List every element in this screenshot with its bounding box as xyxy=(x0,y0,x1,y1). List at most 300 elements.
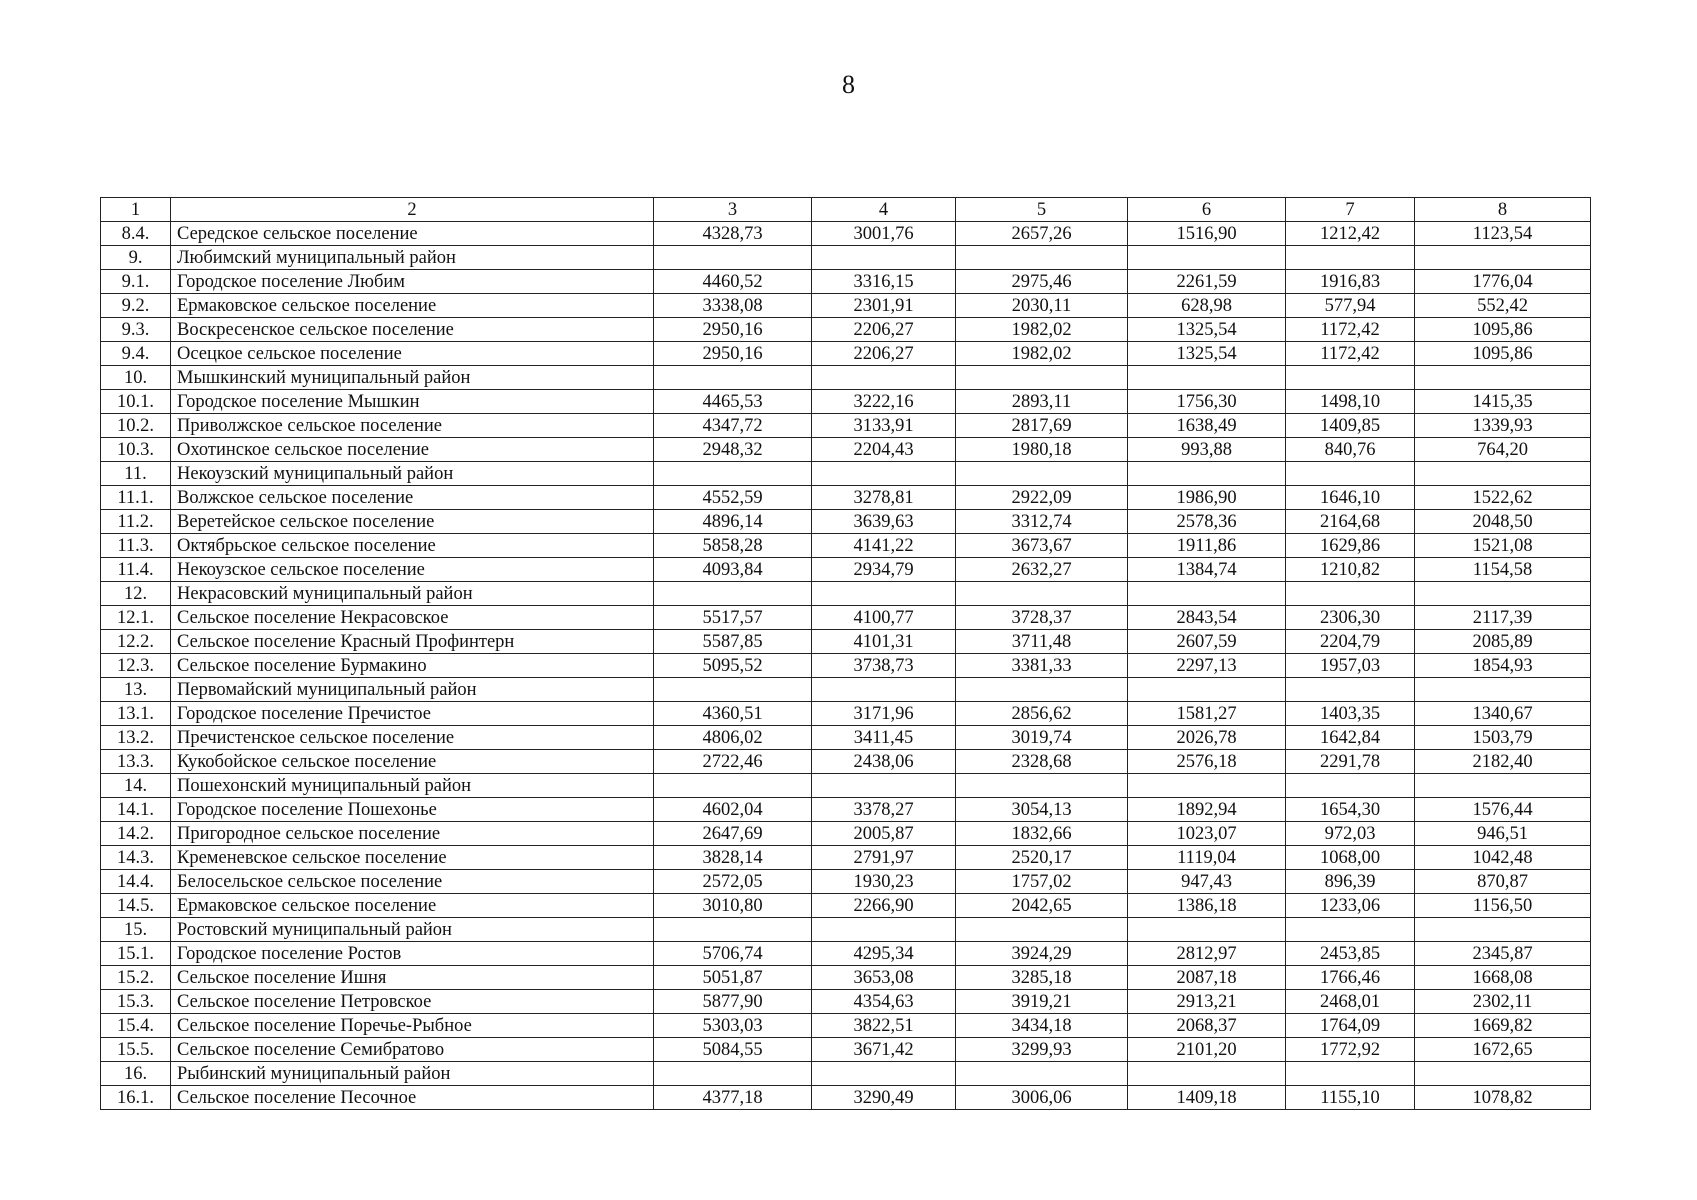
header-cell-1: 1 xyxy=(101,198,171,222)
value-col-3 xyxy=(654,246,812,270)
value-col-3: 4896,14 xyxy=(654,510,812,534)
value-col-4 xyxy=(812,366,956,390)
value-col-3: 4552,59 xyxy=(654,486,812,510)
value-col-7 xyxy=(1286,918,1415,942)
header-cell-8: 8 xyxy=(1415,198,1591,222)
value-col-7: 1916,83 xyxy=(1286,270,1415,294)
value-col-3: 4460,52 xyxy=(654,270,812,294)
row-number: 15.3. xyxy=(101,990,171,1014)
value-col-7 xyxy=(1286,246,1415,270)
row-number: 14.2. xyxy=(101,822,171,846)
value-col-6: 947,43 xyxy=(1128,870,1286,894)
value-col-7 xyxy=(1286,678,1415,702)
table-row xyxy=(101,870,1591,894)
value-col-3: 4360,51 xyxy=(654,702,812,726)
table-row xyxy=(101,990,1591,1014)
value-col-5: 1982,02 xyxy=(956,342,1128,366)
row-number: 12.2. xyxy=(101,630,171,654)
value-col-7 xyxy=(1286,774,1415,798)
settlement-name: Ростовский муниципальный район xyxy=(171,918,654,942)
value-col-5: 3728,37 xyxy=(956,606,1128,630)
value-col-5: 3006,06 xyxy=(956,1086,1128,1110)
value-col-7: 896,39 xyxy=(1286,870,1415,894)
value-col-7: 1642,84 xyxy=(1286,726,1415,750)
table-row xyxy=(101,510,1591,534)
settlement-name: Рыбинский муниципальный район xyxy=(171,1062,654,1086)
settlement-name: Любимский муниципальный район xyxy=(171,246,654,270)
row-number: 15.1. xyxy=(101,942,171,966)
value-col-5: 1982,02 xyxy=(956,318,1128,342)
table-row xyxy=(101,702,1591,726)
settlement-name: Городское поселение Любим xyxy=(171,270,654,294)
settlement-name: Сельское поселение Ишня xyxy=(171,966,654,990)
value-col-5: 1832,66 xyxy=(956,822,1128,846)
value-col-8: 2117,39 xyxy=(1415,606,1591,630)
value-col-8: 1669,82 xyxy=(1415,1014,1591,1038)
value-col-5: 3299,93 xyxy=(956,1038,1128,1062)
table-row xyxy=(101,1038,1591,1062)
value-col-5: 2975,46 xyxy=(956,270,1128,294)
value-col-6: 1911,86 xyxy=(1128,534,1286,558)
value-col-4: 3671,42 xyxy=(812,1038,956,1062)
row-number: 9.1. xyxy=(101,270,171,294)
value-col-6: 2087,18 xyxy=(1128,966,1286,990)
value-col-4: 2266,90 xyxy=(812,894,956,918)
settlement-name: Городское поселение Пошехонье xyxy=(171,798,654,822)
value-col-8: 1668,08 xyxy=(1415,966,1591,990)
value-col-5: 2030,11 xyxy=(956,294,1128,318)
value-col-8: 946,51 xyxy=(1415,822,1591,846)
value-col-8: 1339,93 xyxy=(1415,414,1591,438)
row-number: 9.3. xyxy=(101,318,171,342)
table-row xyxy=(101,774,1591,798)
row-number: 14.4. xyxy=(101,870,171,894)
value-col-3: 4806,02 xyxy=(654,726,812,750)
value-col-3: 2950,16 xyxy=(654,342,812,366)
value-col-6: 1325,54 xyxy=(1128,318,1286,342)
row-number: 14.5. xyxy=(101,894,171,918)
settlement-name: Веретейское сельское поселение xyxy=(171,510,654,534)
settlement-name: Приволжское сельское поселение xyxy=(171,414,654,438)
value-col-7: 2204,79 xyxy=(1286,630,1415,654)
value-col-5 xyxy=(956,774,1128,798)
value-col-4 xyxy=(812,678,956,702)
value-col-4: 3822,51 xyxy=(812,1014,956,1038)
table-row xyxy=(101,822,1591,846)
table-row xyxy=(101,918,1591,942)
value-col-6 xyxy=(1128,366,1286,390)
value-col-7 xyxy=(1286,582,1415,606)
value-col-5: 3054,13 xyxy=(956,798,1128,822)
value-col-8: 1415,35 xyxy=(1415,390,1591,414)
row-number: 10.2. xyxy=(101,414,171,438)
value-col-8: 1776,04 xyxy=(1415,270,1591,294)
value-col-7: 1772,92 xyxy=(1286,1038,1415,1062)
value-col-5: 2922,09 xyxy=(956,486,1128,510)
table-row xyxy=(101,1086,1591,1110)
value-col-5: 2856,62 xyxy=(956,702,1128,726)
value-col-4: 3133,91 xyxy=(812,414,956,438)
value-col-3 xyxy=(654,918,812,942)
value-col-3: 2950,16 xyxy=(654,318,812,342)
row-number: 15.5. xyxy=(101,1038,171,1062)
row-number: 15.4. xyxy=(101,1014,171,1038)
settlement-name: Сельское поселение Песочное xyxy=(171,1086,654,1110)
value-col-4: 3278,81 xyxy=(812,486,956,510)
value-col-4: 3653,08 xyxy=(812,966,956,990)
value-col-6: 993,88 xyxy=(1128,438,1286,462)
value-col-8 xyxy=(1415,918,1591,942)
settlement-name: Мышкинский муниципальный район xyxy=(171,366,654,390)
value-col-6 xyxy=(1128,678,1286,702)
row-number: 14.3. xyxy=(101,846,171,870)
value-col-7: 1409,85 xyxy=(1286,414,1415,438)
value-col-8: 1854,93 xyxy=(1415,654,1591,678)
value-col-6 xyxy=(1128,1062,1286,1086)
value-col-6: 2913,21 xyxy=(1128,990,1286,1014)
table-row xyxy=(101,654,1591,678)
row-number: 14. xyxy=(101,774,171,798)
row-number: 13. xyxy=(101,678,171,702)
table-row xyxy=(101,414,1591,438)
value-col-6: 628,98 xyxy=(1128,294,1286,318)
table-row xyxy=(101,1014,1591,1038)
value-col-3: 3828,14 xyxy=(654,846,812,870)
row-number: 10.1. xyxy=(101,390,171,414)
value-col-4: 3001,76 xyxy=(812,222,956,246)
row-number: 9. xyxy=(101,246,171,270)
value-col-3 xyxy=(654,774,812,798)
value-col-4: 2791,97 xyxy=(812,846,956,870)
row-number: 15. xyxy=(101,918,171,942)
value-col-8: 552,42 xyxy=(1415,294,1591,318)
value-col-6: 2297,13 xyxy=(1128,654,1286,678)
value-col-3 xyxy=(654,678,812,702)
value-col-3: 4465,53 xyxy=(654,390,812,414)
settlement-name: Первомайский муниципальный район xyxy=(171,678,654,702)
value-col-7: 2453,85 xyxy=(1286,942,1415,966)
value-col-7: 1068,00 xyxy=(1286,846,1415,870)
page-number: 8 xyxy=(842,70,855,99)
value-col-8: 1522,62 xyxy=(1415,486,1591,510)
value-col-4: 3171,96 xyxy=(812,702,956,726)
table-row xyxy=(101,678,1591,702)
settlement-name: Городское поселение Пречистое xyxy=(171,702,654,726)
value-col-5 xyxy=(956,462,1128,486)
value-col-8 xyxy=(1415,462,1591,486)
settlement-name: Сельское поселение Петровское xyxy=(171,990,654,1014)
table-row xyxy=(101,486,1591,510)
value-col-8: 1095,86 xyxy=(1415,318,1591,342)
value-col-6 xyxy=(1128,582,1286,606)
table-row xyxy=(101,846,1591,870)
value-col-5: 1757,02 xyxy=(956,870,1128,894)
table-row xyxy=(101,582,1591,606)
row-number: 10. xyxy=(101,366,171,390)
value-col-3: 4602,04 xyxy=(654,798,812,822)
settlement-name: Ермаковское сельское поселение xyxy=(171,294,654,318)
value-col-6: 2101,20 xyxy=(1128,1038,1286,1062)
value-col-6: 1638,49 xyxy=(1128,414,1286,438)
table-row xyxy=(101,270,1591,294)
value-col-8: 1340,67 xyxy=(1415,702,1591,726)
table-body xyxy=(101,222,1591,1110)
value-col-8: 2302,11 xyxy=(1415,990,1591,1014)
settlement-name: Сельское поселение Некрасовское xyxy=(171,606,654,630)
value-col-3: 2647,69 xyxy=(654,822,812,846)
value-col-5: 3019,74 xyxy=(956,726,1128,750)
value-col-4 xyxy=(812,462,956,486)
settlement-name: Сельское поселение Поречье-Рыбное xyxy=(171,1014,654,1038)
value-col-5 xyxy=(956,1062,1128,1086)
row-number: 8.4. xyxy=(101,222,171,246)
value-col-4: 3222,16 xyxy=(812,390,956,414)
value-col-3 xyxy=(654,462,812,486)
value-col-5: 3381,33 xyxy=(956,654,1128,678)
value-col-7: 1764,09 xyxy=(1286,1014,1415,1038)
value-col-8: 1156,50 xyxy=(1415,894,1591,918)
value-col-4: 4100,77 xyxy=(812,606,956,630)
table-row xyxy=(101,726,1591,750)
table-row xyxy=(101,558,1591,582)
value-col-5 xyxy=(956,366,1128,390)
value-col-8: 1521,08 xyxy=(1415,534,1591,558)
row-number: 16.1. xyxy=(101,1086,171,1110)
value-col-5: 3312,74 xyxy=(956,510,1128,534)
row-number: 16. xyxy=(101,1062,171,1086)
settlement-name: Некоузский муниципальный район xyxy=(171,462,654,486)
value-col-6: 2812,97 xyxy=(1128,942,1286,966)
value-col-3 xyxy=(654,366,812,390)
value-col-4: 2206,27 xyxy=(812,342,956,366)
value-col-4: 3738,73 xyxy=(812,654,956,678)
row-number: 13.2. xyxy=(101,726,171,750)
settlement-name: Пригородное сельское поселение xyxy=(171,822,654,846)
value-col-6: 1581,27 xyxy=(1128,702,1286,726)
value-col-5: 3434,18 xyxy=(956,1014,1128,1038)
value-col-5: 2657,26 xyxy=(956,222,1128,246)
value-col-3 xyxy=(654,1062,812,1086)
value-col-8 xyxy=(1415,774,1591,798)
value-col-8 xyxy=(1415,582,1591,606)
value-col-5: 2893,11 xyxy=(956,390,1128,414)
table-row xyxy=(101,606,1591,630)
row-number: 13.3. xyxy=(101,750,171,774)
value-col-8: 2182,40 xyxy=(1415,750,1591,774)
value-col-5: 2328,68 xyxy=(956,750,1128,774)
value-col-5: 3919,21 xyxy=(956,990,1128,1014)
header-cell-2: 2 xyxy=(171,198,654,222)
settlement-name: Сельское поселение Красный Профинтерн xyxy=(171,630,654,654)
value-col-8: 2048,50 xyxy=(1415,510,1591,534)
table-row xyxy=(101,390,1591,414)
header-cell-4: 4 xyxy=(812,198,956,222)
value-col-8: 1154,58 xyxy=(1415,558,1591,582)
value-col-4: 3378,27 xyxy=(812,798,956,822)
value-col-7: 1646,10 xyxy=(1286,486,1415,510)
value-col-4: 4101,31 xyxy=(812,630,956,654)
value-col-4: 1930,23 xyxy=(812,870,956,894)
table-row xyxy=(101,222,1591,246)
settlement-name: Середское сельское поселение xyxy=(171,222,654,246)
value-col-3: 4347,72 xyxy=(654,414,812,438)
row-number: 11.4. xyxy=(101,558,171,582)
table-row xyxy=(101,342,1591,366)
value-col-6: 2607,59 xyxy=(1128,630,1286,654)
header-cell-5: 5 xyxy=(956,198,1128,222)
table-row xyxy=(101,318,1591,342)
row-number: 11.2. xyxy=(101,510,171,534)
value-col-7: 1957,03 xyxy=(1286,654,1415,678)
value-col-5: 3285,18 xyxy=(956,966,1128,990)
settlement-name: Осецкое сельское поселение xyxy=(171,342,654,366)
value-col-6: 2261,59 xyxy=(1128,270,1286,294)
row-number: 14.1. xyxy=(101,798,171,822)
value-col-3: 5303,03 xyxy=(654,1014,812,1038)
value-col-7: 1155,10 xyxy=(1286,1086,1415,1110)
value-col-7 xyxy=(1286,366,1415,390)
value-col-3: 2572,05 xyxy=(654,870,812,894)
row-number: 11.3. xyxy=(101,534,171,558)
value-col-8: 1576,44 xyxy=(1415,798,1591,822)
table-row xyxy=(101,438,1591,462)
value-col-6: 1384,74 xyxy=(1128,558,1286,582)
settlement-name: Городское поселение Ростов xyxy=(171,942,654,966)
value-col-8: 1078,82 xyxy=(1415,1086,1591,1110)
value-col-5: 2632,27 xyxy=(956,558,1128,582)
row-number: 9.4. xyxy=(101,342,171,366)
settlement-name: Пошехонский муниципальный район xyxy=(171,774,654,798)
value-col-5: 2817,69 xyxy=(956,414,1128,438)
value-col-7: 840,76 xyxy=(1286,438,1415,462)
value-col-3: 5706,74 xyxy=(654,942,812,966)
value-col-3: 3010,80 xyxy=(654,894,812,918)
value-col-7: 2164,68 xyxy=(1286,510,1415,534)
value-col-5 xyxy=(956,678,1128,702)
value-col-7: 1172,42 xyxy=(1286,342,1415,366)
value-col-7: 1212,42 xyxy=(1286,222,1415,246)
value-col-8: 2085,89 xyxy=(1415,630,1591,654)
value-col-6: 2576,18 xyxy=(1128,750,1286,774)
row-number: 13.1. xyxy=(101,702,171,726)
row-number: 10.3. xyxy=(101,438,171,462)
settlement-name: Ермаковское сельское поселение xyxy=(171,894,654,918)
value-col-8: 764,20 xyxy=(1415,438,1591,462)
table-row xyxy=(101,630,1591,654)
value-col-3: 5051,87 xyxy=(654,966,812,990)
value-col-6 xyxy=(1128,918,1286,942)
value-col-8: 870,87 xyxy=(1415,870,1591,894)
value-col-5 xyxy=(956,246,1128,270)
settlement-name: Охотинское сельское поселение xyxy=(171,438,654,462)
value-col-5: 3711,48 xyxy=(956,630,1128,654)
value-col-7: 2468,01 xyxy=(1286,990,1415,1014)
value-col-5: 1980,18 xyxy=(956,438,1128,462)
row-number: 12.1. xyxy=(101,606,171,630)
settlement-name: Кременевское сельское поселение xyxy=(171,846,654,870)
value-col-3: 2948,32 xyxy=(654,438,812,462)
value-col-5: 2042,65 xyxy=(956,894,1128,918)
value-col-7: 1210,82 xyxy=(1286,558,1415,582)
value-col-3: 5084,55 xyxy=(654,1038,812,1062)
value-col-7: 1498,10 xyxy=(1286,390,1415,414)
value-col-4: 3411,45 xyxy=(812,726,956,750)
value-col-7 xyxy=(1286,1062,1415,1086)
value-col-5: 3673,67 xyxy=(956,534,1128,558)
row-number: 12. xyxy=(101,582,171,606)
value-col-6: 2843,54 xyxy=(1128,606,1286,630)
value-col-7: 1629,86 xyxy=(1286,534,1415,558)
value-col-7: 1233,06 xyxy=(1286,894,1415,918)
value-col-3: 5517,57 xyxy=(654,606,812,630)
value-col-6: 2026,78 xyxy=(1128,726,1286,750)
row-number: 12.3. xyxy=(101,654,171,678)
value-col-3: 4377,18 xyxy=(654,1086,812,1110)
value-col-6 xyxy=(1128,246,1286,270)
value-col-7: 1766,46 xyxy=(1286,966,1415,990)
header-row xyxy=(101,198,1591,222)
value-col-8: 1672,65 xyxy=(1415,1038,1591,1062)
value-col-6: 1386,18 xyxy=(1128,894,1286,918)
table-row xyxy=(101,894,1591,918)
value-col-7: 1403,35 xyxy=(1286,702,1415,726)
value-col-6: 1023,07 xyxy=(1128,822,1286,846)
value-col-3: 4093,84 xyxy=(654,558,812,582)
row-number: 9.2. xyxy=(101,294,171,318)
settlement-name: Октябрьское сельское поселение xyxy=(171,534,654,558)
settlement-name: Волжское сельское поселение xyxy=(171,486,654,510)
value-col-3: 5095,52 xyxy=(654,654,812,678)
value-col-3: 5877,90 xyxy=(654,990,812,1014)
value-col-6 xyxy=(1128,462,1286,486)
settlement-name: Кукобойское сельское поселение xyxy=(171,750,654,774)
value-col-5: 3924,29 xyxy=(956,942,1128,966)
settlement-name: Сельское поселение Бурмакино xyxy=(171,654,654,678)
value-col-5 xyxy=(956,582,1128,606)
value-col-7: 1172,42 xyxy=(1286,318,1415,342)
value-col-8: 1095,86 xyxy=(1415,342,1591,366)
value-col-8: 1503,79 xyxy=(1415,726,1591,750)
value-col-4: 2005,87 xyxy=(812,822,956,846)
value-col-6: 1325,54 xyxy=(1128,342,1286,366)
value-col-3: 2722,46 xyxy=(654,750,812,774)
header-cell-7: 7 xyxy=(1286,198,1415,222)
value-col-8: 1042,48 xyxy=(1415,846,1591,870)
value-col-4: 2206,27 xyxy=(812,318,956,342)
settlement-name: Сельское поселение Семибратово xyxy=(171,1038,654,1062)
value-col-4: 2934,79 xyxy=(812,558,956,582)
value-col-3 xyxy=(654,582,812,606)
value-col-4: 3290,49 xyxy=(812,1086,956,1110)
value-col-6: 1409,18 xyxy=(1128,1086,1286,1110)
value-col-4: 4354,63 xyxy=(812,990,956,1014)
value-col-4 xyxy=(812,1062,956,1086)
table-row xyxy=(101,294,1591,318)
value-col-3: 3338,08 xyxy=(654,294,812,318)
value-col-7: 2291,78 xyxy=(1286,750,1415,774)
settlement-name: Некрасовский муниципальный район xyxy=(171,582,654,606)
value-col-4: 2438,06 xyxy=(812,750,956,774)
row-number: 15.2. xyxy=(101,966,171,990)
value-col-6: 1986,90 xyxy=(1128,486,1286,510)
row-number: 11.1. xyxy=(101,486,171,510)
value-col-4: 3639,63 xyxy=(812,510,956,534)
table-row xyxy=(101,1062,1591,1086)
value-col-8 xyxy=(1415,678,1591,702)
table-row xyxy=(101,246,1591,270)
value-col-8: 2345,87 xyxy=(1415,942,1591,966)
value-col-6: 1119,04 xyxy=(1128,846,1286,870)
